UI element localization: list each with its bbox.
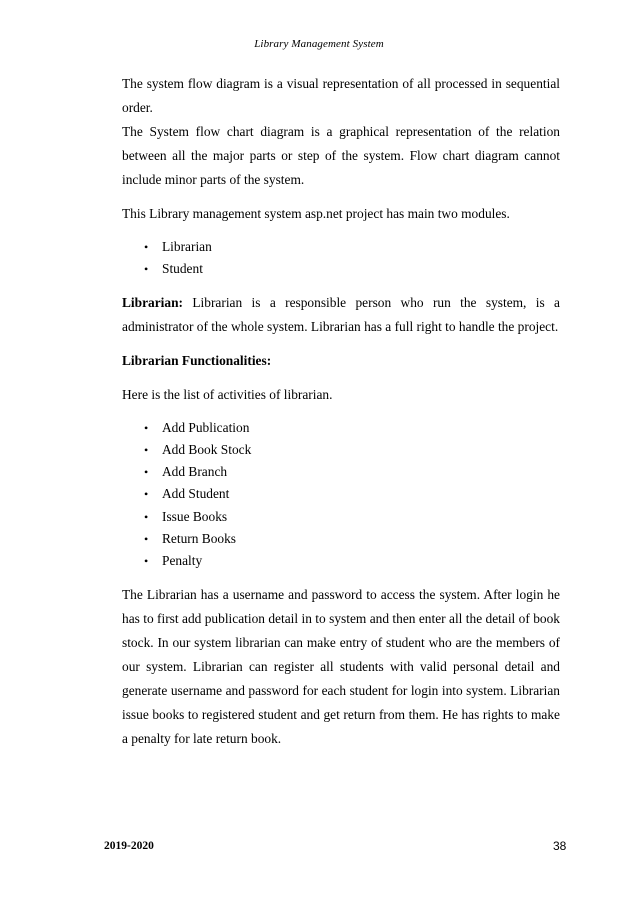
list-item: • Librarian: [122, 236, 560, 258]
activities-list: [122, 417, 560, 573]
list-item: • Issue Books: [122, 506, 560, 528]
modules-list: [122, 236, 560, 281]
document-body: [122, 72, 560, 751]
list-item: • Add Book Stock: [122, 439, 560, 461]
list-item: • Add Student: [122, 483, 560, 505]
librarian-label: Librarian:: [122, 294, 184, 310]
list-item: • Add Branch: [122, 461, 560, 483]
paragraph-activities-intro: Here is the list of activities of librarian.: [122, 386, 333, 402]
bullet-icon: •: [144, 240, 149, 254]
page-header: Library Management System: [254, 38, 384, 50]
footer-year: 2019-2020: [104, 840, 154, 852]
bullet-icon: •: [144, 487, 149, 502]
bullet-icon: •: [144, 532, 149, 547]
list-item: • Student: [122, 258, 560, 280]
page-number: 38: [553, 839, 567, 853]
list-item: • Return Books: [122, 528, 560, 550]
paragraph-librarian: Librarian: Librarian is a responsible person who run the system, is a administrator of the whole system. Librarian has a full right to handle the project.: [122, 294, 560, 334]
section-heading: Librarian Functionalities:: [122, 352, 272, 368]
list-item: • Penalty: [122, 550, 560, 572]
bullet-icon: •: [144, 420, 149, 435]
paragraph-modules-intro: This Library management system asp.net project has main two modules.: [122, 206, 510, 221]
paragraph-librarian-details: The Librarian has a username and password to access the system. After login he has to first add publication detail in to system and then enter all the detail of book stock. In our system librarian can make entry of student who are the members of our system. Librarian can register all students with valid personal detail and generate username and password for each student for login into system. Librarian issue books to registered student and get return from them. He has rights to make a penalty for late return book.: [122, 586, 560, 746]
bullet-icon: •: [144, 262, 149, 277]
bullet-icon: •: [144, 554, 149, 569]
paragraph-flow-chart: The System flow chart diagram is a graphical representation of the relation between all the major parts or step of the system. Flow chart diagram cannot include minor parts of the system.: [122, 124, 560, 187]
paragraph-system-flow: The system flow diagram is a visual representation of all processed in sequential order.: [122, 76, 560, 115]
list-item: • Add Publication: [122, 417, 560, 439]
bullet-icon: •: [144, 509, 149, 524]
bullet-icon: •: [144, 442, 149, 457]
bullet-icon: •: [144, 465, 149, 480]
